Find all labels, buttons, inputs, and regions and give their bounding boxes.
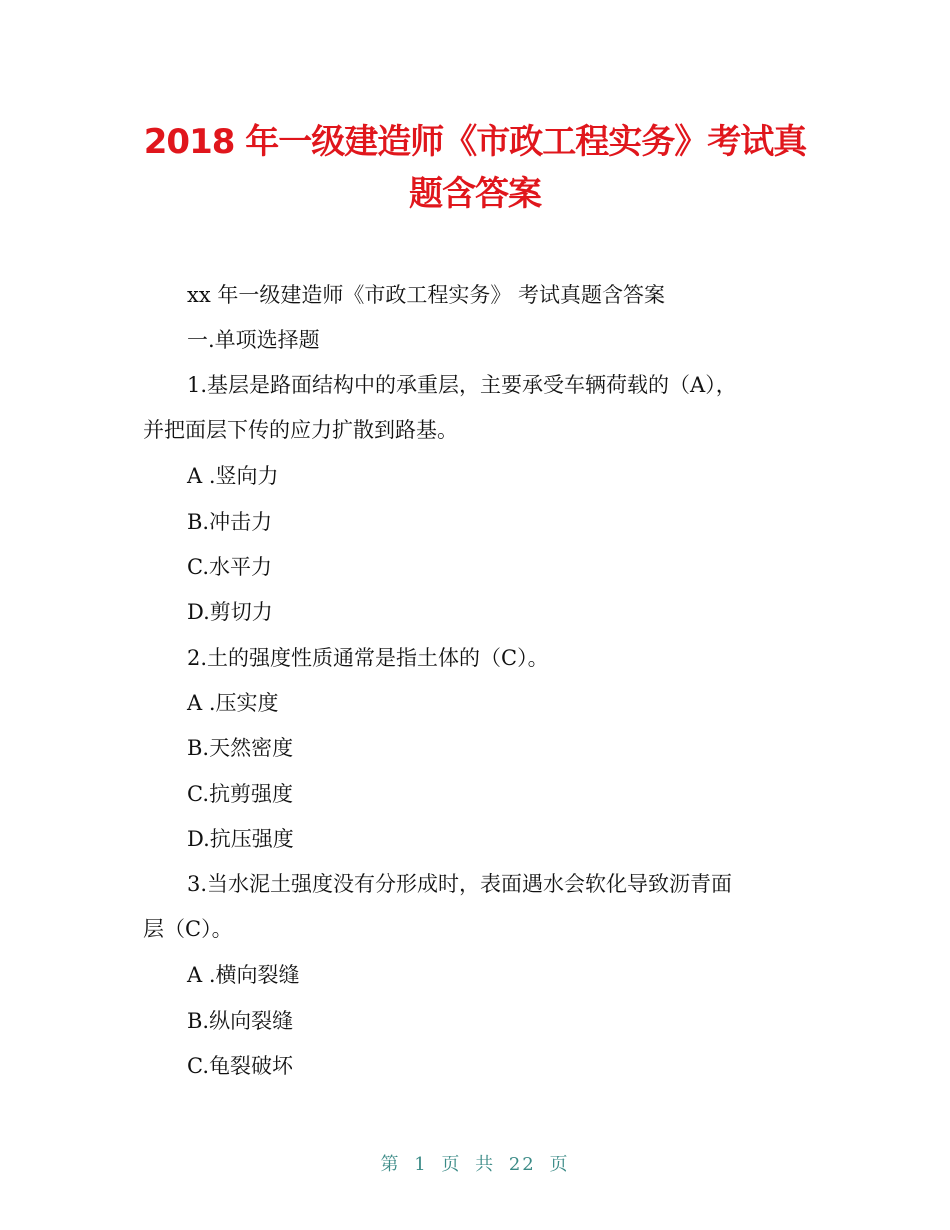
question-1-option-a: A .竖向力	[187, 464, 279, 488]
question-2-option-c: C.抗剪强度	[187, 782, 293, 806]
question-2: 2.土的强度性质通常是指土体的（C）。	[187, 646, 549, 670]
document-title	[100, 116, 850, 220]
question-3-option-b: B.纵向裂缝	[187, 1009, 294, 1033]
question-1: 1.基层是路面结构中的承重层，主要承受车辆荷载的（A），	[187, 373, 737, 397]
question-3-option-a: A .横向裂缝	[187, 963, 300, 987]
title-line-2: 题含答案	[409, 174, 541, 214]
title-line-1: 2018 年一级建造师《市政工程实务》考试真	[143, 122, 807, 162]
section-heading: 一.单项选择题	[187, 328, 320, 352]
question-2-option-a: A .压实度	[187, 691, 279, 715]
page-number-footer: 第 1 页 共 22 页	[380, 1154, 570, 1175]
question-3: 3.当水泥土强度没有分形成时，表面遇水会软化导致沥青面	[187, 872, 733, 896]
question-3-option-c: C.龟裂破坏	[187, 1054, 293, 1078]
question-3-continued: 层（C）。	[143, 917, 233, 941]
question-1-option-c: C.水平力	[187, 555, 272, 579]
intro-line: xx 年一级建造师《市政工程实务》 考试真题含答案	[187, 283, 666, 307]
question-1-continued: 并把面层下传的应力扩散到路基。	[143, 418, 458, 442]
question-2-option-b: B.天然密度	[187, 736, 294, 760]
question-1-option-d: D.剪切力	[187, 600, 273, 624]
question-2-option-d: D.抗压强度	[187, 827, 294, 851]
question-1-option-b: B.冲击力	[187, 510, 273, 534]
